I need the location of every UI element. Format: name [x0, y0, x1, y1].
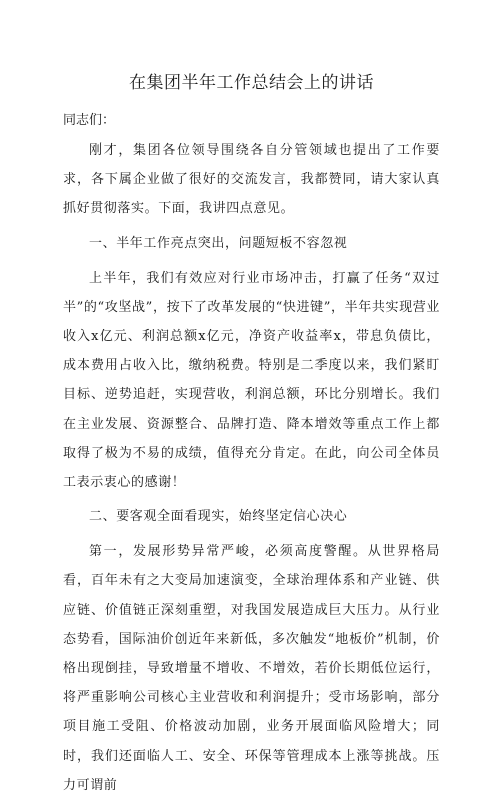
document-title: 在集团半年工作总结会上的讲话 [129, 73, 374, 93]
paragraph-situation-severe: 第一，发展形势异常严峻，必须高度警醒。从世界格局看，百年未有之大变局加速演变，全球治理体系和产业链、供应链、价值链正深刻重塑，对我国发展造成巨大压力。从行业态势看，国际油价创近年来新低，多次触发“地板价”机制，价格出现倒挂，导致增量不增收、不增效，若价长期低位运行，将严重影响公司核心主业营收和利润提升；受市场影响，部分项目施工受阻、价格波动加剧，业务开展面临风险增大；同时，我们还面临人工、安全、环保等管理成本上涨等挑战。压力可谓前 [63, 544, 440, 793]
paragraph-first-half-results: 上半年，我们有效应对行业市场冲击，打赢了任务“双过半”的“攻坚战”，按下了改革发展的“快进键”，半年共实现营业收入x亿元、利润总额x亿元，净资产收益率x，带息负债比，成本费用占收入比，缴纳税费。特别是二季度以来，我们紧盯目标、逆势追赶，实现营收，利润总额，环比分别增长。我们在主业发展、资源整合、品牌打造、降本增效等重点工作上都取得了极为不易的成绩，值得充分肯定。在此，向公司全体员工表示衷心的感谢！ [63, 270, 440, 491]
section-heading-2: 二、要客观全面看现实，始终坚定信心决心 [89, 509, 348, 525]
paragraph-opening: 刚才，集团各位领导围绕各自分管领域也提出了工作要求，各下属企业做了很好的交流发言，我都赞同，请大家认真抓好贯彻落实。下面，我讲四点意见。 [63, 143, 440, 217]
greeting: 同志们： [63, 113, 116, 128]
section-heading-1: 一、半年工作亮点突出，问题短板不容忽视 [89, 235, 348, 251]
